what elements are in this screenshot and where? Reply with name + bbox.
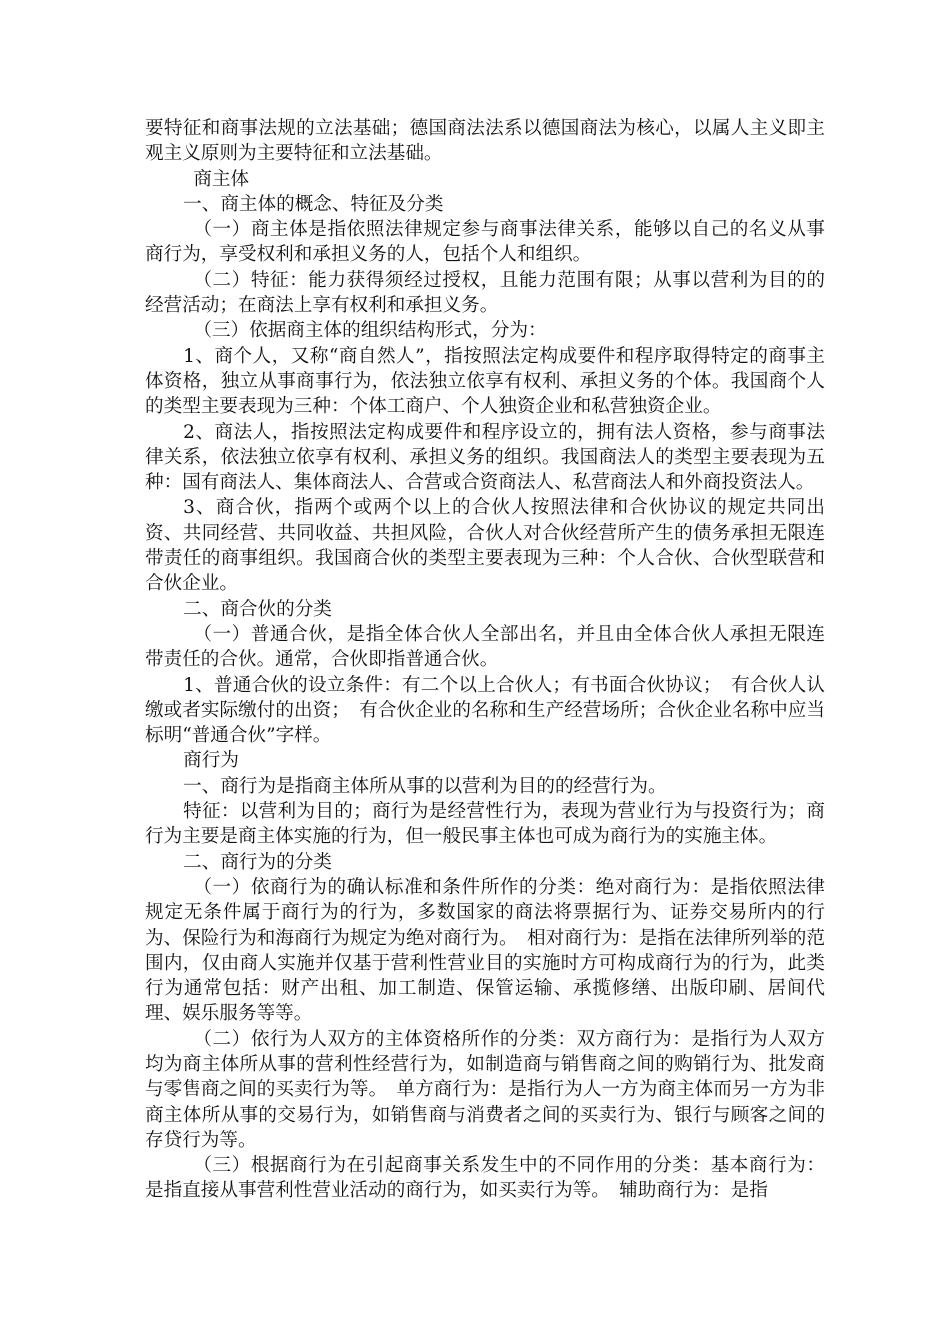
section-heading: 商主体	[193, 168, 250, 190]
subsection-heading: 一、商行为是指商主体所从事的以营利为目的的经营行为。	[183, 775, 667, 797]
paragraph: 1、商个人，又称“商自然人”，指按照法定构成要件和程序取得特定的商事主体资格，独立从事商事行为，依法独立依享有权利、承担义务的个体。我国商个人的类型主要表现为三种：个体工商户、个人独资企业和私营独资企业。	[145, 345, 825, 418]
paragraph: （三）根据商行为在引起商事关系发生中的不同作用的分类：基本商行为：是指直接从事营利性营业活动的商行为，如买卖行为等。 辅助商行为：是指	[145, 1155, 825, 1202]
paragraph: 2、商法人，指按照法定构成要件和程序设立的，拥有法人资格，参与商事法律关系，依法独立依享有权利、承担义务的组织。我国商法人的类型主要表现为五种：国有商法人、集体商法人、合营或合资商法人、私营商法人和外商投资法人。	[145, 421, 825, 494]
paragraph: 要特征和商事法规的立法基础；德国商法法系以德国商法为核心，以属人主义即主观主义原则为主要特征和立法基础。	[145, 118, 825, 165]
subsection-heading: 二、商合伙的分类	[183, 598, 332, 620]
paragraph: （一）普通合伙，是指全体合伙人全部出名，并且由全体合伙人承担无限连带责任的合伙。通常，合伙即指普通合伙。	[145, 623, 825, 671]
section-heading: 商行为	[183, 750, 239, 772]
subsection-heading: 一、商主体的概念、特征及分类	[183, 193, 444, 215]
paragraph: 特征：以营利为目的；商行为是经营性行为，表现为营业行为与投资行为；商行为主要是商主体实施的行为，但一般民事主体也可成为商行为的实施主体。	[145, 801, 825, 848]
paragraph: （二）特征：能力获得须经过授权，且能力范围有限；从事以营利为目的的经营活动；在商法上享有权利和承担义务。	[145, 269, 825, 317]
paragraph: （三）依据商主体的组织结构形式，分为：	[193, 320, 547, 342]
subsection-heading: 二、商行为的分类	[183, 851, 332, 873]
paragraph: 1、普通合伙的设立条件：有二个以上合伙人；有书面合伙协议； 有合伙人认缴或者实际缴付的出资； 有合伙企业的名称和生产经营场所；合伙企业名称中应当标明“普通合伙”字样。	[145, 674, 825, 747]
paragraph: （一）依商行为的确认标准和条件所作的分类：绝对商行为：是指依照法律规定无条件属于商行为的行为，多数国家的商法将票据行为、证券交易所内的行为、保险行为和海商行为规定为绝对商行为。 相对商行为：是指在法律所列举的范围内，仅由商人实施并仅基于营利性营业目的实施时方可构成商行为的行为，此类行为通常包括：财产出租、加工制造、保管运输、承揽修缮、出版印刷、居间代理、娱乐服务等等。	[145, 876, 825, 1025]
paragraph: （二）依行为人双方的主体资格所作的分类：双方商行为：是指行为人双方均为商主体所从事的营利性经营行为，如制造商与销售商之间的购销行为、批发商与零售商之间的买卖行为等。 单方商行为：是指行为人一方为商主体而另一方为非商主体所从事的交易行为，如销售商与消费者之间的买卖行为、银行与顾客之间的存贷行为等。	[145, 1028, 825, 1151]
paragraph: 3、商合伙，指两个或两个以上的合伙人按照法律和合伙协议的规定共同出资、共同经营、共同收益、共担风险，合伙人对合伙经营所产生的债务承担无限连带责任的商事组织。我国商合伙的类型主要表现为三种：个人合伙、合伙型联营和合伙企业。	[145, 497, 825, 595]
document-page	[145, 116, 825, 1204]
paragraph: （一）商主体是指依照法律规定参与商事法律关系，能够以自己的名义从事商行为，享受权利和承担义务的人，包括个人和组织。	[145, 219, 825, 266]
